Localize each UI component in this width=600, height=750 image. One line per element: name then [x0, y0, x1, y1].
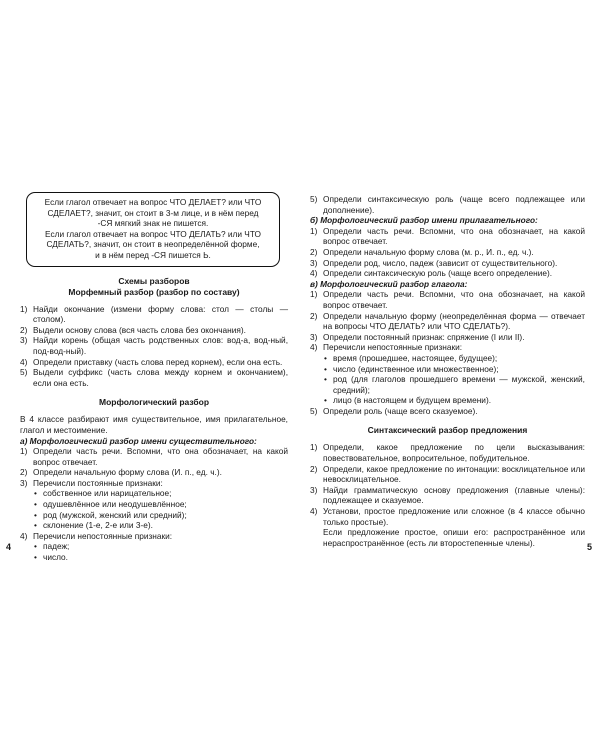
- verb-heading: в) Морфологический разбор глагола:: [310, 278, 468, 289]
- list-item: 4) Установи, простое предложение или сложное (в 4 классе обычно только простые).: [310, 506, 585, 527]
- morphemic-title: Морфемный разбор (разбор по составу): [68, 286, 240, 297]
- list-item: 4) Определи приставку (часть слова перед корнем), если она есть.: [20, 356, 283, 367]
- list-item: 5) Определи роль (чаще всего сказуемое).: [310, 405, 478, 416]
- bullet-item: • число (единственное или множественное);: [310, 364, 585, 375]
- noun-constant-list: [20, 488, 288, 530]
- list-item: 2) Определи начальную форму слова (И. п., ед. ч.).: [20, 467, 222, 478]
- syntax-title: Синтаксический разбор предложения: [367, 425, 528, 436]
- right-page: [310, 194, 585, 548]
- page-number-left: 4: [6, 542, 12, 552]
- verb-list: [310, 289, 585, 353]
- bullet-item: • склонение (1-е, 2-е или 3-е).: [20, 520, 288, 531]
- morphemic-list: [20, 304, 288, 389]
- rule-line: Если глагол отвечает на вопрос ЧТО ДЕЛАЕТ? или ЧТО: [44, 197, 262, 207]
- syntax-list: [310, 442, 585, 527]
- left-page: [20, 192, 288, 563]
- noun-list: [20, 446, 288, 488]
- list-item: 2) Определи начальную форму (неопределённая форма — отвечает на вопросы ЧТО ДЕЛАТЬ? или ЧТО СДЕЛАТЬ?).: [310, 310, 585, 332]
- list-item: 2) Выдели основу слова (вся часть слова без окончания).: [20, 324, 246, 335]
- list-item: 1) Определи, какое предложение по цели высказывания: повествовательное, вопросительное, побудительное.: [310, 442, 585, 464]
- list-item: 3) Перечисли постоянные признаки:: [20, 477, 163, 488]
- rule-line: и в нём перед -СЯ пишется Ь.: [95, 249, 211, 260]
- rule-line: Если глагол отвечает на вопрос ЧТО ДЕЛАТЬ? или ЧТО: [45, 228, 261, 239]
- syntax-note: Если предложение простое, опиши его: распространённое или нераспространённое (есть ли второстепенные члены).: [323, 527, 585, 548]
- verb-variable-list: [310, 353, 585, 406]
- list-item: 4) Перечисли непостоянные признаки:: [310, 342, 463, 353]
- noun-variable-list: [20, 541, 288, 562]
- bullet-item: • время (прошедшее, настоящее, будущее);: [310, 353, 585, 364]
- rule-line: СДЕЛАЕТ?, значит, он стоит в 3-м лице, и в нём перед: [47, 207, 259, 218]
- list-item: 5) Определи синтаксическую роль (чаще всего подлежащее или дополнение).: [310, 194, 585, 215]
- bullet-item: • род (для глаголов прошедшего времени — мужской, женский, средний);: [310, 374, 585, 395]
- list-item: 3) Найди грамматическую основу предложения (главные члены): подлежащее и сказуемое.: [310, 484, 585, 506]
- schemes-title: Схемы разборов: [118, 275, 190, 286]
- list-item: 2) Определи, какое предложение по интонации: восклицательное или невосклицательное.: [310, 463, 585, 485]
- morph-intro: В 4 классе разбирают имя существительное, имя прилагательное, глагол и местоимение.: [20, 414, 288, 435]
- bullet-item: • род (мужской, женский или средний);: [20, 510, 288, 521]
- adj-heading: б) Морфологический разбор имени прилагательного:: [310, 215, 538, 226]
- rule-line: СДЕЛАТЬ?, значит, он стоит в неопределённой форме,: [46, 239, 260, 250]
- bullet-item: • лицо (в настоящем и будущем времени).: [310, 395, 585, 406]
- list-item: 4) Перечисли непостоянные признаки:: [20, 530, 173, 541]
- bullet-item: • одушевлённое или неодушевлённое;: [20, 499, 288, 510]
- list-item: 3) Определи род, число, падеж (зависит от существительного).: [310, 257, 558, 268]
- list-item: 1) Определи часть речи. Вспомни, что она обозначает, на какой вопрос отвечает.: [310, 225, 585, 247]
- bullet-item: • падеж;: [20, 541, 288, 552]
- list-item: 3) Определи постоянный признак: спряжение (I или II).: [310, 331, 525, 342]
- list-item: 1) Определи часть речи. Вспомни, что она обозначает, на какой вопрос отвечает.: [310, 289, 585, 310]
- rule-box: [26, 192, 280, 267]
- page-number-right: 5: [586, 542, 592, 552]
- list-item: 2) Определи начальную форму слова (м. р., И. п., ед. ч.).: [310, 246, 534, 257]
- list-item: 3) Найди корень (общая часть родственных слов: вод-а, вод-ный, под-вод-ный).: [20, 335, 288, 356]
- bullet-item: • число.: [20, 552, 288, 563]
- noun-heading: а) Морфологический разбор имени существительного:: [20, 435, 257, 446]
- list-item: 1) Определи часть речи. Вспомни, что она обозначает, на какой вопрос отвечает.: [20, 446, 288, 467]
- rule-line: -СЯ мягкий знак не пишется.: [97, 218, 209, 229]
- list-item: 1) Найди окончание (измени форму слова: стол — столы — столом).: [20, 303, 288, 325]
- list-item: 5) Выдели суффикс (часть слова между корнем и окончанием), если она есть.: [20, 367, 288, 388]
- morph-title: Морфологический разбор: [98, 397, 210, 408]
- bullet-item: • собственное или нарицательное;: [20, 488, 288, 499]
- adj-list: [310, 226, 585, 279]
- list-item: 4) Определи синтаксическую роль (чаще всего определение).: [310, 268, 553, 279]
